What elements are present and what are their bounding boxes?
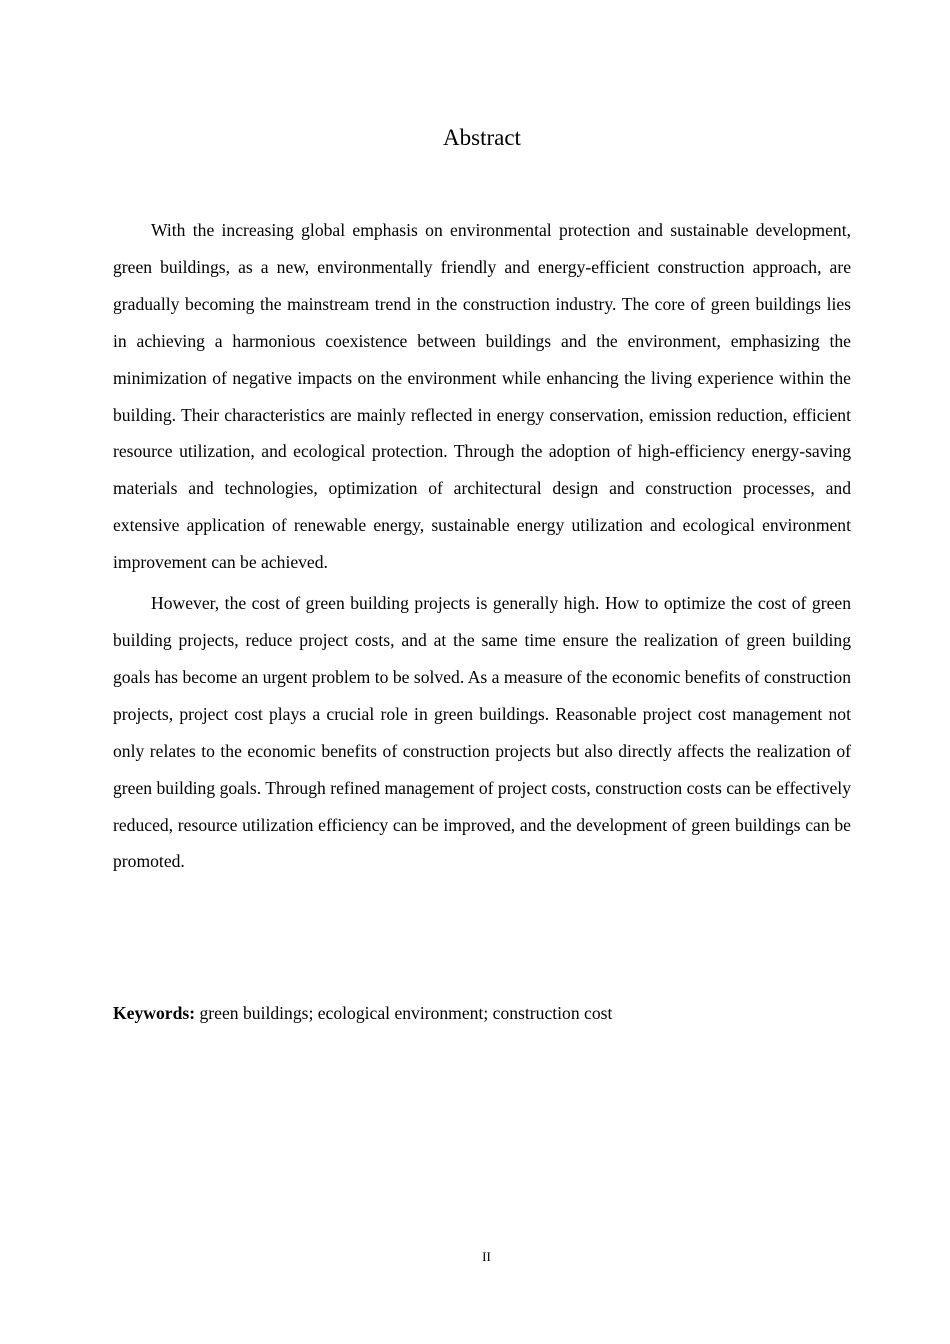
page-title: Abstract — [443, 125, 521, 150]
abstract-paragraph-1: With the increasing global emphasis on environmental protection and sustainable development, green buildings, as a new, environmentally friendly and energy-efficient construction approach, are gradually becoming the mainstream trend in the construction industry. The core of green buildings lies in achieving a harmonious coexistence between buildings and the environment, emphasizing the minimization of negative impacts on the environment while enhancing the living experience within the building. Their characteristics are mainly reflected in energy conservation, emission reduction, efficient resource utilization, and ecological protection. Through the adoption of high-efficiency energy-saving materials and technologies, optimization of architectural design and construction processes, and extensive application of renewable energy, sustainable energy utilization and ecological environment improvement can be achieved. — [113, 220, 851, 573]
page-number: II — [482, 1249, 491, 1264]
abstract-paragraph-2: However, the cost of green building projects is generally high. How to optimize the cost of green building projects, reduce project costs, and at the same time ensure the realization of green building goals has become an urgent problem to be solved. As a measure of the economic benefits of construction projects, project cost plays a crucial role in green buildings. Reasonable project cost management not only relates to the economic benefits of construction projects but also directly affects the realization of green building goals. Through refined management of project costs, construction costs can be effectively reduced, resource utilization efficiency can be improved, and the development of green buildings can be promoted. — [113, 593, 851, 872]
keywords-text: green buildings; ecological environment; construction cost — [199, 1003, 613, 1023]
keywords-line — [113, 995, 851, 1032]
abstract-body — [113, 212, 851, 884]
keywords-label: Keywords: — [113, 1003, 196, 1023]
